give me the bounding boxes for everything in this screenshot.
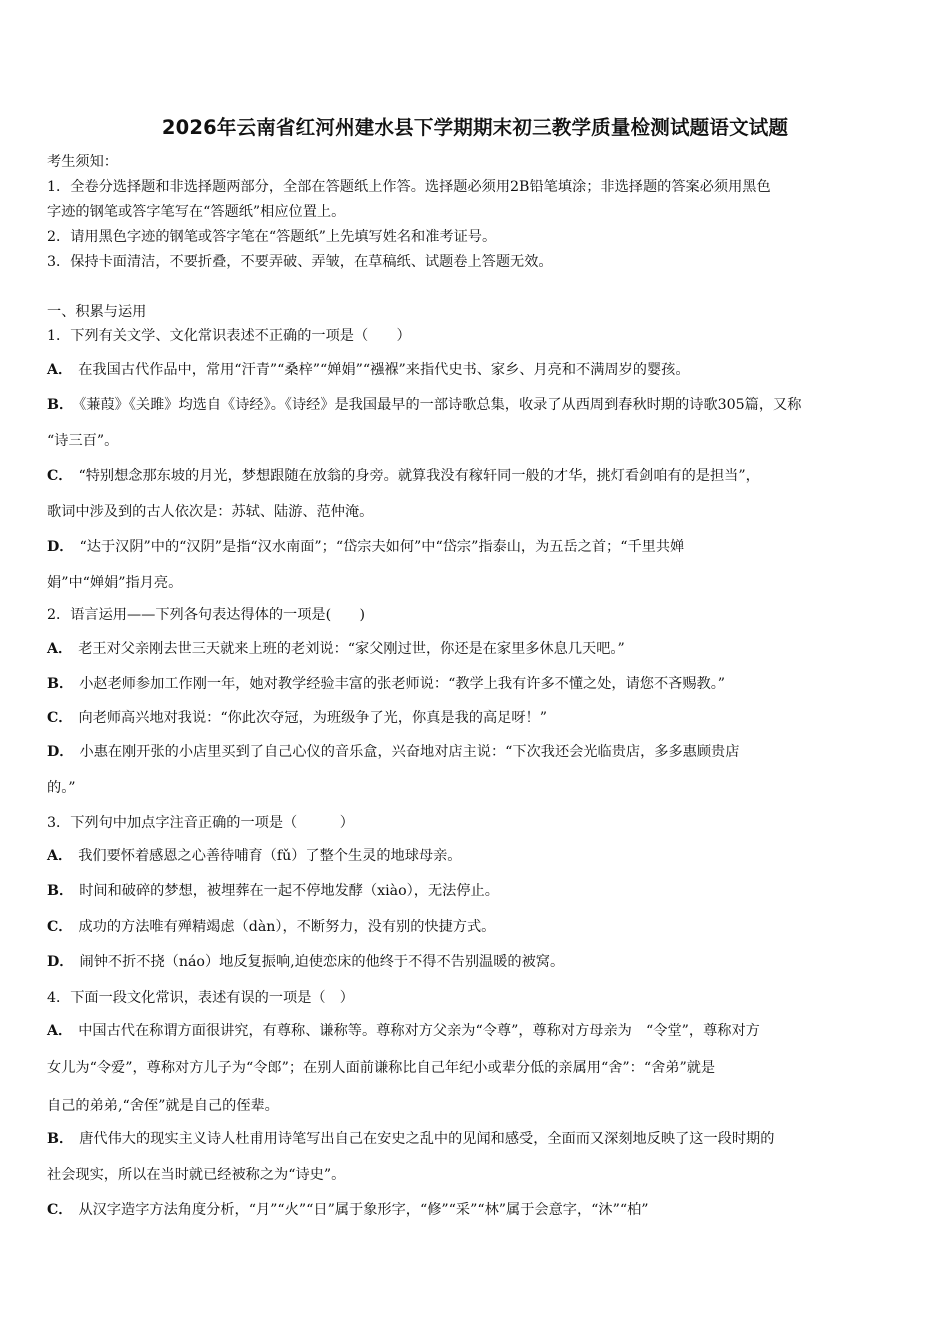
q3-option-b [47,881,499,901]
q1-option-c-text: “特别想念那东坡的月光，梦想跟随在放翁的身旁。就算我没有稼轩同一般的才华，挑灯看剑咱有的是担当”， [78,468,760,484]
q1-option-d-cont: 娟”中“婵娟”指月亮。 [47,575,183,591]
q4-option-a-cont1: 女儿为“令爱”，尊称对方儿子为“令郎”；在别人面前谦称比自己年纪小或辈分低的亲属用“舍”：“舍弟”就是 [47,1060,716,1076]
q1-stem: 1．下列有关文学、文化常识表述不正确的一项是（ ） [47,328,411,344]
q1-option-c [47,466,760,486]
q4-option-b-text: 唐代伟大的现实主义诗人杜甫用诗笔写出自己在安史之乱中的见闻和感受，全面而又深刻地反映了这一段时期的 [79,1131,775,1147]
q2-option-c [47,708,547,728]
q4-option-b-cont: 社会现实，所以在当时就已经被称之为“诗史”。 [47,1167,346,1183]
q4-option-a [47,1021,760,1041]
q3-option-c [47,917,495,937]
notice-line-2: 2．请用黑色字迹的钢笔或答字笔在“答题纸”上先填写姓名和准考证号。 [47,229,497,245]
q1-option-b-cont: “诗三百”。 [47,433,119,449]
q4-option-c [47,1200,649,1220]
q3-option-a-label: A． [47,848,73,864]
q1-option-c-cont: 歌词中涉及到的古人依次是：苏轼、陆游、范仲淹。 [47,504,374,520]
q2-option-c-label: C． [47,710,73,726]
q1-option-a-label: A． [47,362,73,378]
page-title: 2026年云南省红河州建水县下学期期末初三教学质量检测试题语文试题 [161,116,789,139]
q4-option-b [47,1129,774,1149]
q3-option-d-text: 闹钟不折不挠（náo）地反复振响,迫使恋床的他终于不得不告别温暖的被窝。 [79,954,565,970]
notice-heading: 考生须知： [47,154,118,170]
q1-option-d-text: “达于汉阴”中的“汉阴”是指“汉水南面”；“岱宗夫如何”中“岱宗”指泰山，为五岳之首；“千里共婵 [79,539,685,555]
q3-option-c-text: 成功的方法唯有殚精竭虑（dàn），不断努力，没有别的快捷方式。 [78,919,496,935]
q1-option-d [47,537,684,557]
q2-option-c-text: 向老师高兴地对我说：“你此次夺冠，为班级争了光，你真是我的高足呀！” [78,710,547,726]
q2-option-a [47,639,625,659]
q1-option-a-text: 在我国古代作品中，常用“汗青”“桑梓”“婵娟”“襁褓”来指代史书、家乡、月亮和不满周岁的婴孩。 [78,362,690,378]
q3-option-b-text: 时间和破碎的梦想，被埋葬在一起不停地发酵（xiào），无法停止。 [79,883,499,899]
notice-line-3: 3．保持卡面清洁，不要折叠，不要弄破、弄皱，在草稿纸、试题卷上答题无效。 [47,254,553,270]
q4-stem: 4．下面一段文化常识，表述有误的一项是（ ） [47,990,354,1006]
q2-option-b-label: B． [47,676,74,692]
q3-option-d [47,952,564,972]
q2-option-a-text: 老王对父亲刚去世三天就来上班的老刘说：“家父刚过世，你还是在家里多休息几天吧。” [78,641,625,657]
q2-stem: 2．语言运用——下列各句表达得体的一项是( ) [47,607,366,623]
q4-option-c-text: 从汉字造字方法角度分析，“月”“火”“日”属于象形字，“修”“采”“林”属于会意字，“沐”“柏” [78,1202,649,1218]
section-heading: 一、积累与运用 [47,304,147,320]
q3-option-d-label: D． [47,954,74,970]
q3-option-a [47,846,461,866]
q3-option-a-text: 我们要怀着感恩之心善待哺育（fǔ）了整个生灵的地球母亲。 [78,848,462,864]
q1-option-b [47,395,801,415]
q4-option-c-label: C． [47,1202,73,1218]
q2-option-d-label: D． [47,744,74,760]
q2-option-d [47,742,739,762]
notice-line-1a: 1．全卷分选择题和非选择题两部分，全部在答题纸上作答。选择题必须用2B铅笔填涂；非选择题的答案必须用黑色 [47,179,771,195]
q1-option-b-label: B． [47,397,74,413]
q1-option-a [47,360,690,380]
q2-option-b [47,674,725,694]
q4-option-a-cont2: 自己的弟弟,“舍侄”就是自己的侄辈。 [47,1098,279,1114]
q3-option-b-label: B． [47,883,74,899]
q4-option-a-text: 中国古代在称谓方面很讲究，有尊称、谦称等。尊称对方父亲为“令尊”，尊称对方母亲为 “令堂”，尊称对方 [78,1023,760,1039]
q4-option-a-label: A． [47,1023,73,1039]
q2-option-d-cont: 的。” [47,780,76,796]
q2-option-a-label: A． [47,641,73,657]
q2-option-d-text: 小惠在刚开张的小店里买到了自己心仪的音乐盒，兴奋地对店主说：“下次我还会光临贵店，多多惠顾贵店 [79,744,740,760]
q3-option-c-label: C． [47,919,73,935]
q1-option-c-label: C． [47,468,73,484]
q1-option-b-text: 《蒹葭》《关雎》均选自《诗经》。《诗经》是我国最早的一部诗歌总集，收录了从西周到春秋时期的诗歌305篇，又称 [79,397,802,413]
q3-stem: 3．下列句中加点字注音正确的一项是（ ） [47,815,354,831]
notice-line-1b: 字迹的钢笔或答字笔写在“答题纸”相应位置上。 [47,204,346,220]
q4-option-b-label: B． [47,1131,74,1147]
q1-option-d-label: D． [47,539,74,555]
q2-option-b-text: 小赵老师参加工作刚一年，她对教学经验丰富的张老师说：“教学上我有许多不懂之处，请您不吝赐教。” [79,676,726,692]
